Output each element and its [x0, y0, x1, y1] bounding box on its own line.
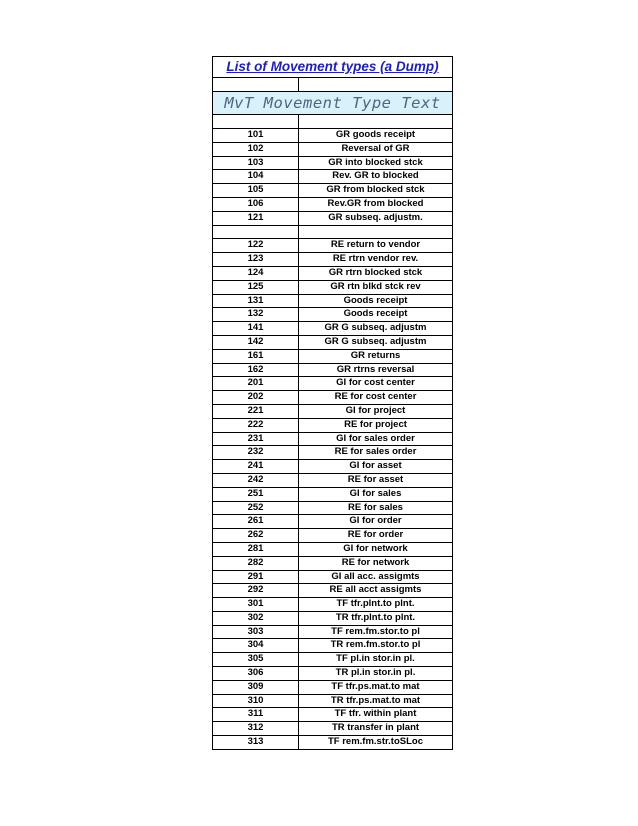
table-row — [213, 294, 453, 308]
table-row — [213, 184, 453, 198]
movement-text-cell: GI all acc. assigmts — [299, 570, 453, 584]
movement-text-cell: GR from blocked stck — [299, 184, 453, 198]
table-row — [213, 349, 453, 363]
movement-text-cell: GR G subseq. adjustm — [299, 322, 453, 336]
table-row — [213, 418, 453, 432]
movement-code-cell: 221 — [213, 404, 299, 418]
movement-text-cell: TR tfr.plnt.to plnt. — [299, 611, 453, 625]
header-row — [213, 92, 453, 115]
table-row — [213, 335, 453, 349]
movement-code-cell: 305 — [213, 653, 299, 667]
movement-text-cell: GR returns — [299, 349, 453, 363]
movement-text-cell: Rev.GR from blocked — [299, 197, 453, 211]
movement-text-cell: GR into blocked stck — [299, 156, 453, 170]
movement-text-cell: RE all acct assigmts — [299, 584, 453, 598]
movement-code-cell: 103 — [213, 156, 299, 170]
movement-types-sheet — [212, 56, 452, 750]
movement-code-cell: 121 — [213, 211, 299, 225]
movement-text-cell: GI for cost center — [299, 377, 453, 391]
table-row — [213, 129, 453, 143]
table-row — [213, 197, 453, 211]
movement-text-cell: GR G subseq. adjustm — [299, 335, 453, 349]
movement-text-cell: TF tfr.ps.mat.to mat — [299, 680, 453, 694]
movement-code-cell: 261 — [213, 515, 299, 529]
table-row — [213, 542, 453, 556]
movement-text-cell: GR subseq. adjustm. — [299, 211, 453, 225]
table-row — [213, 280, 453, 294]
movement-text-cell — [299, 225, 453, 239]
table-row — [213, 639, 453, 653]
movement-text-cell: RE for order — [299, 529, 453, 543]
movement-code-cell: 252 — [213, 501, 299, 515]
movement-code-cell: 142 — [213, 335, 299, 349]
movement-text-cell: TR pl.in stor.in pl. — [299, 667, 453, 681]
movement-text-cell: TF tfr. within plant — [299, 708, 453, 722]
table-row — [213, 404, 453, 418]
blank-cell — [299, 78, 453, 92]
movement-code-cell: 311 — [213, 708, 299, 722]
movement-code-cell: 162 — [213, 363, 299, 377]
movement-text-cell: TR transfer in plant — [299, 722, 453, 736]
table-row — [213, 722, 453, 736]
table-row — [213, 598, 453, 612]
blank-cell — [213, 78, 299, 92]
movement-code-cell: 306 — [213, 667, 299, 681]
table-row — [213, 239, 453, 253]
movement-text-cell: RE for project — [299, 418, 453, 432]
movement-code-cell: 102 — [213, 142, 299, 156]
table-row — [213, 473, 453, 487]
movement-code-cell: 131 — [213, 294, 299, 308]
movement-code-cell: 242 — [213, 473, 299, 487]
movement-code-cell: 281 — [213, 542, 299, 556]
table-row — [213, 487, 453, 501]
movement-text-cell: Rev. GR to blocked — [299, 170, 453, 184]
movement-text-cell: GR rtrns reversal — [299, 363, 453, 377]
movement-code-cell: 251 — [213, 487, 299, 501]
movement-text-cell: GI for project — [299, 404, 453, 418]
movement-code-cell: 161 — [213, 349, 299, 363]
movement-code-cell: 262 — [213, 529, 299, 543]
table-row — [213, 446, 453, 460]
table-row — [213, 584, 453, 598]
movement-code-cell: 301 — [213, 598, 299, 612]
table-row — [213, 556, 453, 570]
movement-text-cell: GR rtrn blocked stck — [299, 266, 453, 280]
movement-code-cell: 222 — [213, 418, 299, 432]
table-row — [213, 156, 453, 170]
movement-text-cell: GI for asset — [299, 460, 453, 474]
table-row — [213, 322, 453, 336]
table-row — [213, 667, 453, 681]
table-row — [213, 377, 453, 391]
movement-code-cell: 101 — [213, 129, 299, 143]
table-row — [213, 432, 453, 446]
table-row — [213, 253, 453, 267]
movement-code-cell: 312 — [213, 722, 299, 736]
movement-text-cell: GR rtn blkd stck rev — [299, 280, 453, 294]
movement-code-cell: 310 — [213, 694, 299, 708]
movement-text-cell: RE for cost center — [299, 391, 453, 405]
movement-text-cell: GI for network — [299, 542, 453, 556]
movement-text-cell: GI for order — [299, 515, 453, 529]
movement-text-cell: TF rem.fm.str.toSLoc — [299, 736, 453, 750]
movement-text-cell: TF tfr.plnt.to plnt. — [299, 598, 453, 612]
table-row — [213, 680, 453, 694]
table-row — [213, 460, 453, 474]
blank-cell — [213, 115, 299, 129]
movement-text-cell: TR rem.fm.stor.to pl — [299, 639, 453, 653]
movement-code-cell: 132 — [213, 308, 299, 322]
movement-text-cell: RE for sales — [299, 501, 453, 515]
table-row — [213, 611, 453, 625]
movement-code-cell: 105 — [213, 184, 299, 198]
table-row — [213, 570, 453, 584]
movement-code-cell: 124 — [213, 266, 299, 280]
column-header: MvT Movement Type Text — [213, 92, 453, 115]
blank-row — [213, 115, 453, 129]
movement-text-cell: Goods receipt — [299, 308, 453, 322]
movement-code-cell: 125 — [213, 280, 299, 294]
blank-cell — [299, 115, 453, 129]
movement-types-table — [212, 56, 453, 750]
movement-code-cell: 122 — [213, 239, 299, 253]
movement-code-cell: 231 — [213, 432, 299, 446]
movement-code-cell: 313 — [213, 736, 299, 750]
movement-text-cell: GR goods receipt — [299, 129, 453, 143]
movement-text-cell: TF rem.fm.stor.to pl — [299, 625, 453, 639]
page-title: List of Movement types (a Dump) — [213, 57, 453, 78]
movement-text-cell: TR tfr.ps.mat.to mat — [299, 694, 453, 708]
movement-text-cell: RE for asset — [299, 473, 453, 487]
movement-text-cell: RE rtrn vendor rev. — [299, 253, 453, 267]
table-row — [213, 708, 453, 722]
movement-code-cell: 123 — [213, 253, 299, 267]
movement-text-cell: RE for network — [299, 556, 453, 570]
movement-text-cell: Goods receipt — [299, 294, 453, 308]
table-row — [213, 625, 453, 639]
movement-code-cell: 302 — [213, 611, 299, 625]
table-row — [213, 266, 453, 280]
movement-text-cell: GI for sales — [299, 487, 453, 501]
table-row — [213, 501, 453, 515]
table-row — [213, 308, 453, 322]
movement-code-cell: 282 — [213, 556, 299, 570]
table-row — [213, 515, 453, 529]
movement-code-cell: 304 — [213, 639, 299, 653]
movement-code-cell: 202 — [213, 391, 299, 405]
table-row — [213, 170, 453, 184]
movement-code-cell: 104 — [213, 170, 299, 184]
movement-text-cell: TF pl.in stor.in pl. — [299, 653, 453, 667]
movement-code-cell: 141 — [213, 322, 299, 336]
table-row — [213, 211, 453, 225]
movement-code-cell: 292 — [213, 584, 299, 598]
blank-row — [213, 78, 453, 92]
table-row — [213, 694, 453, 708]
table-row — [213, 391, 453, 405]
movement-text-cell: Reversal of GR — [299, 142, 453, 156]
movement-code-cell: 106 — [213, 197, 299, 211]
table-row — [213, 363, 453, 377]
movement-code-cell: 291 — [213, 570, 299, 584]
movement-code-cell: 309 — [213, 680, 299, 694]
table-row — [213, 225, 453, 239]
table-row — [213, 142, 453, 156]
movement-text-cell: RE return to vendor — [299, 239, 453, 253]
table-row — [213, 736, 453, 750]
title-row — [213, 57, 453, 78]
movement-code-cell: 241 — [213, 460, 299, 474]
table-row — [213, 653, 453, 667]
movement-code-cell — [213, 225, 299, 239]
movement-code-cell: 232 — [213, 446, 299, 460]
movement-text-cell: GI for sales order — [299, 432, 453, 446]
movement-code-cell: 201 — [213, 377, 299, 391]
movement-text-cell: RE for sales order — [299, 446, 453, 460]
table-row — [213, 529, 453, 543]
movement-code-cell: 303 — [213, 625, 299, 639]
